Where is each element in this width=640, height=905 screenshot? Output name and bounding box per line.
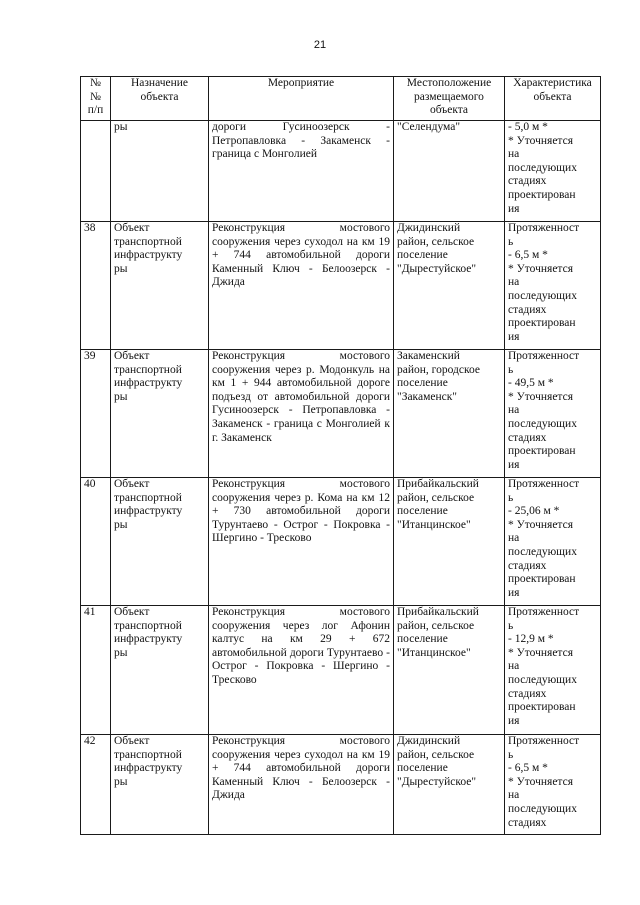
row-purpose: Объект транспортной инфраструкту ры: [111, 350, 209, 478]
table-row: [81, 121, 601, 222]
table-row: [81, 350, 601, 478]
row-measure: Реконструкция мостового сооружения через р. Кома на км 12 + 730 автомобильной дороги Турунтаево - Острог - Покровка - Шергино - Тресково: [209, 478, 394, 606]
row-number: [81, 121, 111, 222]
row-purpose: Объект транспортной инфраструкту ры: [111, 478, 209, 606]
header-location: Местоположение размещаемого объекта: [394, 77, 505, 121]
page-number: 21: [313, 39, 327, 51]
table-row: [81, 222, 601, 350]
row-measure: Реконструкция мостового сооружения через суходол на км 19 + 744 автомобильной дороги Каменный Ключ - Белоозерск - Джида: [209, 222, 394, 350]
row-characteristic: Протяженност ь - 6,5 м * * Уточняется на последующих стадиях проектирован ия: [505, 222, 601, 350]
row-location: Закаменский район, городское поселение "Закаменск": [394, 350, 505, 478]
header-characteristic: Характеристика объекта: [505, 77, 601, 121]
table-row: [81, 478, 601, 606]
header-number: № № п/п: [81, 77, 111, 121]
row-purpose: Объект транспортной инфраструкту ры: [111, 735, 209, 835]
table-row: [81, 606, 601, 735]
row-measure: Реконструкция мостового сооружения через суходол на км 19 + 744 автомобильной дороги Каменный Ключ - Белоозерск - Джида: [209, 735, 394, 835]
row-characteristic: Протяженност ь - 25,06 м * * Уточняется на последующих стадиях проектирован ия: [505, 478, 601, 606]
row-location: Джидинский район, сельское поселение "Дырестуйское": [394, 222, 505, 350]
header-purpose: Назначение объекта: [111, 77, 209, 121]
row-number: 40: [81, 478, 111, 606]
row-characteristic: Протяженност ь - 12,9 м * * Уточняется на последующих стадиях проектирован ия: [505, 606, 601, 735]
row-number: 38: [81, 222, 111, 350]
row-location: Прибайкальский район, сельское поселение "Итанцинское": [394, 478, 505, 606]
row-location: Прибайкальский район, сельское поселение "Итанцинское": [394, 606, 505, 735]
row-location: Джидинский район, сельское поселение "Дырестуйское": [394, 735, 505, 835]
row-characteristic: Протяженност ь - 49,5 м * * Уточняется на последующих стадиях проектирован ия: [505, 350, 601, 478]
row-measure: дороги Гусиноозерск - Петропавловка - Закаменск - граница с Монголией: [209, 121, 394, 222]
table-row: [81, 735, 601, 835]
row-characteristic: - 5,0 м * * Уточняется на последующих стадиях проектирован ия: [505, 121, 601, 222]
row-characteristic: Протяженност ь - 6,5 м * * Уточняется на последующих стадиях: [505, 735, 601, 835]
row-location: "Селендума": [394, 121, 505, 222]
objects-table: [80, 76, 601, 835]
row-number: 39: [81, 350, 111, 478]
row-measure: Реконструкция мостового сооружения через лог Афонин калтус на км 29 + 672 автомобильной дороги Турунтаево - Острог - Покровка - Шергино - Тресково: [209, 606, 394, 735]
row-measure: Реконструкция мостового сооружения через р. Модонкуль на км 1 + 944 автомобильной дороге подъезд от автомобильной дороги Гусиноозерск - Петропавловка - Закаменск - граница с Монголией к г. Закаменск: [209, 350, 394, 478]
header-measure: Мероприятие: [209, 77, 394, 121]
row-purpose: ры: [111, 121, 209, 222]
table-header-row: [81, 77, 601, 121]
row-purpose: Объект транспортной инфраструкту ры: [111, 606, 209, 735]
row-number: 41: [81, 606, 111, 735]
row-number: 42: [81, 735, 111, 835]
row-purpose: Объект транспортной инфраструкту ры: [111, 222, 209, 350]
